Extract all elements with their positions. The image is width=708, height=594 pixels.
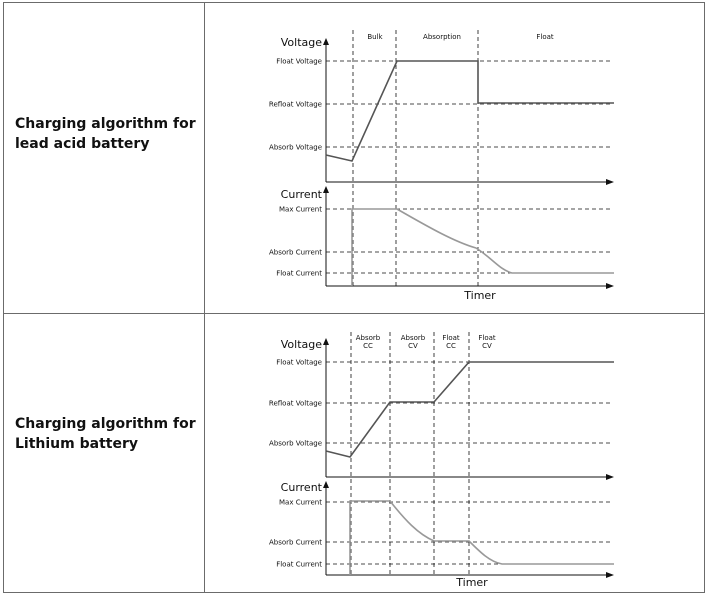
phase-label: Absorption	[423, 33, 461, 41]
current-axis-title: Current	[280, 481, 322, 494]
current-level-label: Max Current	[279, 205, 322, 214]
row-label-line: Charging algorithm for	[15, 416, 196, 432]
axis-arrow	[606, 474, 614, 480]
current-level-label: Float Current	[276, 560, 322, 569]
voltage-level-label: Float Voltage	[276, 358, 322, 367]
phase-label: CC	[446, 342, 456, 350]
voltage-axis-title: Voltage	[280, 36, 322, 49]
phase-label: Absorb	[400, 334, 426, 342]
row-label-line: Charging algorithm for	[15, 116, 196, 132]
voltage-level-label: Refloat Voltage	[268, 100, 322, 109]
phase-label: CC	[363, 342, 373, 350]
phase-label: Float	[442, 334, 460, 342]
phase-label: CV	[408, 342, 418, 350]
voltage-level-label: Absorb Voltage	[269, 439, 322, 448]
voltage-level-label: Absorb Voltage	[269, 143, 322, 152]
phase-label: Float	[478, 334, 496, 342]
current-level-label: Absorb Current	[269, 248, 322, 257]
phase-label: Absorb	[355, 334, 381, 342]
current-level-label: Absorb Current	[269, 538, 322, 547]
row-label-line: Lithium battery	[15, 436, 138, 452]
phase-label: Float	[536, 33, 554, 41]
row-label-line: lead acid battery	[15, 136, 150, 152]
voltage-level-label: Refloat Voltage	[268, 399, 322, 408]
voltage-level-label: Float Voltage	[276, 57, 322, 66]
phase-label: Bulk	[367, 33, 383, 41]
phase-label: CV	[482, 342, 492, 350]
current-level-label: Float Current	[276, 269, 322, 278]
current-axis-title: Current	[280, 188, 322, 201]
voltage-axis-title: Voltage	[280, 338, 322, 351]
axis-arrow	[323, 338, 329, 345]
axis-arrow	[606, 572, 614, 578]
current-level-label: Max Current	[279, 498, 322, 507]
axis-arrow	[323, 481, 329, 488]
time-axis-title: Timer	[456, 576, 488, 589]
time-axis-title: Timer	[464, 289, 496, 302]
